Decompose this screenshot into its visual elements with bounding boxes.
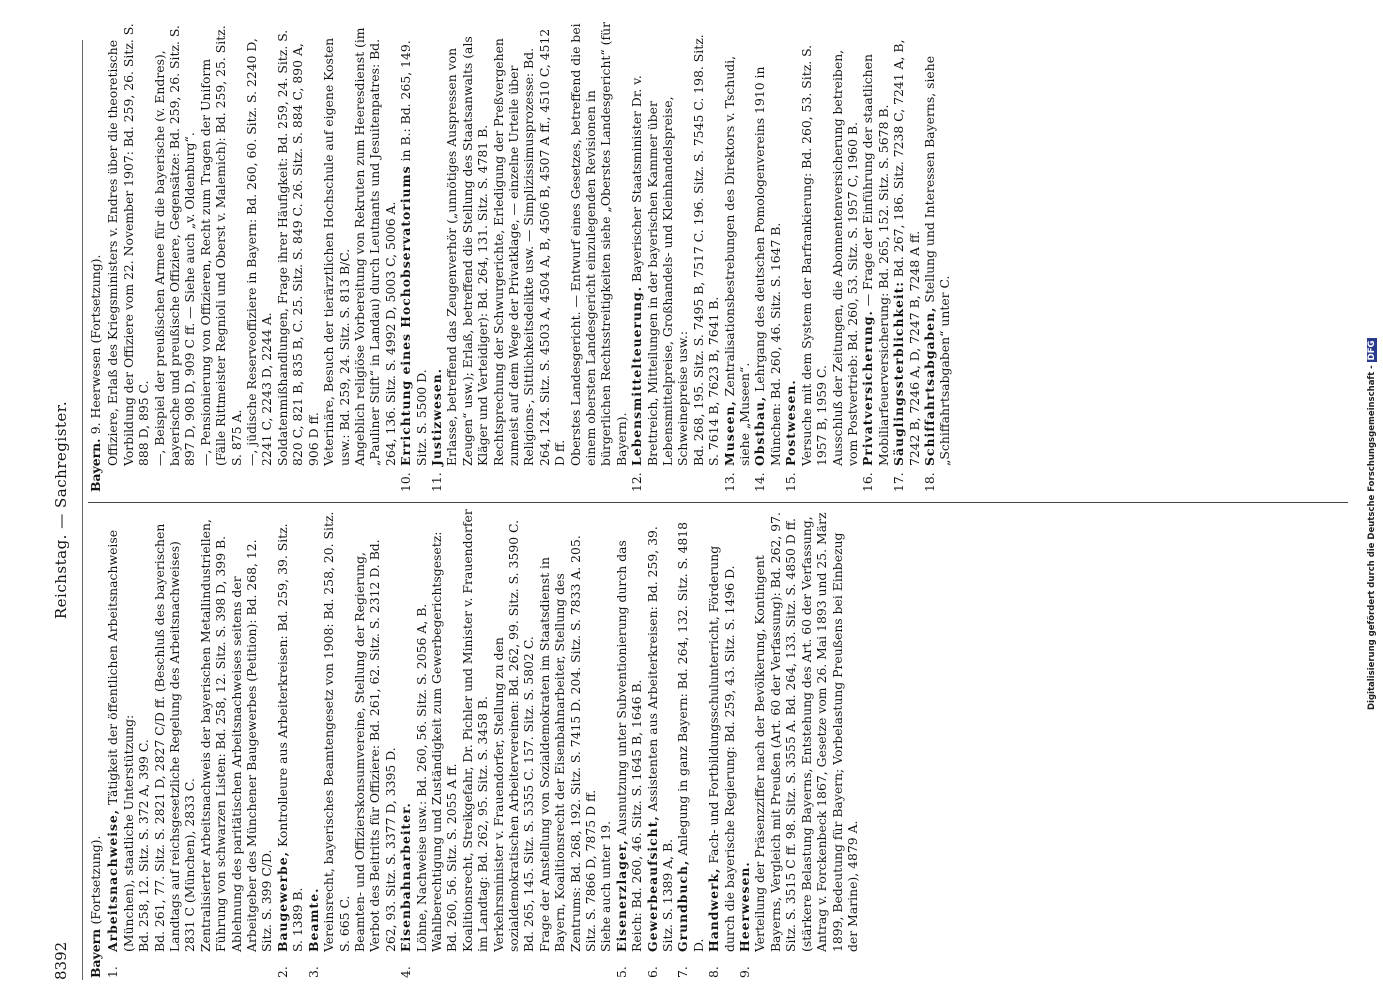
running-head <box>52 40 78 980</box>
entry-keyword: Schiffahrtsabgaben, <box>921 306 937 466</box>
entry-text: Stellung und Interessen Bayerns, siehe „Schiffahrtsabgaben“ unter C. <box>921 51 953 466</box>
left-entries <box>105 505 860 978</box>
entry-text: Ausnutzung unter Subventionierung durch das Reich: Bd. 260, 46. Sitz. S. 1645 B, 1646 B. <box>613 536 645 952</box>
index-entry <box>275 508 306 978</box>
digitization-credit <box>1367 10 1381 710</box>
entry-number: 7. <box>675 966 691 978</box>
entry-number: 4. <box>398 966 414 978</box>
credit-text: Digitalisierung gefördert durch die Deutsche Forschungsgemeinschaft - <box>1367 365 1377 710</box>
entry-reference: Koalitionsrecht, Streikgefahr, Dr. Pichler und Minister v. Frauendorfer im Landtag: Bd. 262, 95. Sitz. S. 3458 B. <box>459 505 491 952</box>
index-entry <box>783 22 798 492</box>
entry-reference: Offiziere, Erlaß des Kriegsministers v. Endres über die theoretische Vorbildung der Offiziere vom 22. November 1907: Bd. 259, 26. Sitz. S. 888 D, 895 C. <box>105 19 152 466</box>
entry-keyword: Justizwesen. <box>428 367 444 466</box>
entry-number: 15. <box>783 472 799 492</box>
entry-number: 9. <box>737 966 753 978</box>
index-entry <box>891 22 922 492</box>
right-intro <box>105 19 398 492</box>
entry-text: Assistenten aus Arbeiterkreisen: Bd. 259, 39. Sitz. S. 1389 A, B. <box>644 522 676 952</box>
entry-reference: Wahlberechtigung und Zuständigkeit zum Gewerbegerichtsgesetz: Bd. 260, 56. Sitz. S. 2055 A ff. <box>428 527 460 952</box>
left-section-heading <box>88 508 103 978</box>
entry-number: 2. <box>274 966 290 978</box>
entry-reference: —, Beispiel der preußischen Armee für die bayerische (v. Endres), bayerische und preußische Offiziere, Gegensätze: Bd. 259, 26. Sitz. S. 897 D, 908 D, 909 C ff. — Siehe auch „v. Oldenburg“. <box>151 21 198 466</box>
entry-number: 16. <box>860 472 876 492</box>
running-title: Reichstag. — Sachregister. <box>52 400 70 620</box>
entry-reference: Bd. 261, 77. Sitz. S. 2821 D, 2827 C/D ff. (Beschluß des bayerischen Landtags auf reichsgesetzliche Regelung des Arbeitsnachweises) 2831 C (München), 2833 C. <box>151 519 198 952</box>
index-entry <box>922 22 953 492</box>
entry-reference: Soldatenmißhandlungen, Frage ihrer Häufigkeit: Bd. 259, 24. Sitz. S. 820 C, 821 B, 835 B, C. 25. Sitz. S. 849 C. 26. Sitz. S. 884 C, 890 A, 906 D ff. <box>274 25 321 466</box>
entry-keyword: Baugewerbe, <box>274 851 290 952</box>
entry-keyword: Errichtung eines Hochobservatoriums <box>398 165 414 466</box>
entry-reference: Löhne, Nachweise usw.: Bd. 260, 56. Sitz. S. 2056 A, B. <box>413 603 429 952</box>
entry-number: 5. <box>613 966 629 978</box>
entry-keyword: Obstbau, <box>752 395 768 466</box>
entry-text: Bd. 267, 186. Sitz. 7238 C, 7241 A, B, 7242 B, 7246 A, D, 7247 B, 7248 A ff. <box>891 35 922 466</box>
index-entry <box>645 508 676 978</box>
entry-reference: Erlasse, betreffend das Zeugenverhör („unnötiges Auspressen von Zeugen“ usw.); Erlaß, betreffend die Stellung des Staatsanwalts (als Kläger und Verteidiger): Bd. 264, 131. Sitz. S. 4781 B. <box>444 32 491 466</box>
index-entry <box>614 508 645 978</box>
index-entry <box>398 22 429 492</box>
left-heading-note: (Fortsetzung). <box>88 835 103 925</box>
entry-reference: Ablehnung des paritätischen Arbeitsnachweises seitens der Arbeitgeber des Münchener Baugewerbes (Petition): Bd. 268, 12. Sitz. S. 399 C/D. <box>228 535 275 952</box>
entry-keyword: Museen, <box>721 400 737 466</box>
entry-keyword: Säuglingssterblichkeit: <box>891 281 907 466</box>
entry-keyword: Lebensmittelteuerung. <box>629 285 645 466</box>
entry-number: 8. <box>706 966 722 978</box>
entry-text: Kontrolleure aus Arbeiterkreisen: Bd. 259, 39. Sitz. S. 1389 B. <box>274 519 306 952</box>
index-entry <box>737 508 752 978</box>
entry-text: Tätigkeit der öffentlichen Arbeitsnachweise (München), staatliche Unterstützung: <box>105 525 136 952</box>
entry-keyword: Eisenbahnarbeiter. <box>398 802 414 952</box>
right-entries <box>398 18 953 492</box>
entry-text: Anlegung in ganz Bayern: Bd. 264, 132. Sitz. S. 4818 D. <box>675 518 706 952</box>
entry-reference: Frage der Anstellung von Sozialdemokraten im Staatsdienst in Bayern, Koalitionsrecht der Eisenbahnarbeiter, Stellung des Zentrums: Bd. 268, 192. Sitz. S. 7415 D. 204. Sitz. S. 7833 A. 205. Sitz. S. 7866 D, 7875 D ff. <box>536 531 598 952</box>
entry-number: 13. <box>721 472 737 492</box>
entry-text: Fach- und Fortbildungsschulunterricht, Förderung durch die bayerische Regierung: Bd. 259, 43. Sitz. S. 1496 D. <box>706 541 737 952</box>
right-heading: Bayern. <box>88 438 103 492</box>
dfg-logo: DFG <box>1367 340 1377 361</box>
entry-number: 17. <box>891 472 907 492</box>
right-section-heading <box>88 22 103 492</box>
entry-number: 10. <box>398 472 414 492</box>
index-entry <box>105 508 136 978</box>
entry-reference: Veterinäre, Besuch der tierärztlichen Hochschule auf eigene Kosten usw.: Bd. 259, 24. Sitz. S. 813 B/C. <box>321 33 352 466</box>
entry-reference: Verkehrsminister v. Frauendorfer, Stellung zu den sozialdemokratischen Arbeitervereinen: Bd. 262, 99. Sitz. S. 3590 C. Bd. 265, 145. Sitz. S. 5355 C. 157. Sitz. S. 5802 C. <box>490 516 537 952</box>
entry-reference: Beamten- und Offizierskonsumvereine, Stellung der Regierung, Verbot des Beitritts für Offiziere: Bd. 261, 62. Sitz. S. 2312 D. Bd. 262, 93. Sitz. S. 3377 D, 3395 D. <box>351 535 398 952</box>
entry-reference: Rechtsprechung der Schwurgerichte, Erledigung der Preßvergehen zumeist auf dem Wege der Privatklage, — einzelne Urteile über Religions-, Sittlichkeitsdelikte usw. — Simplizissimusprozesse: Bd. 264, 124. Sitz. S. 4503 A, 4504 A, B, 4506 B, 4507 A ff., 4510 C, 4512 D ff. <box>490 24 568 466</box>
page-number: 8392 <box>52 941 70 980</box>
entry-keyword: Arbeitsnachweise, <box>105 808 121 952</box>
index-entry <box>398 508 413 978</box>
entry-reference: Vereinsrecht, bayerisches Beamtengesetz von 1908: Bd. 258, 20. Sitz. S. 665 C. <box>321 507 352 952</box>
entry-text: in B.: Bd. 265, 149. Sitz. S. 5500 D. <box>398 36 429 466</box>
entry-text: Lehrgang des deutschen Pomologenvereins 1910 in München: Bd. 260, 46. Sitz. S. 1647 B. <box>752 62 783 466</box>
entry-number: 11. <box>428 472 444 492</box>
index-entry <box>306 508 321 978</box>
index-entry <box>860 22 891 492</box>
right-heading-note: 9. Heerwesen (Fortsetzung). <box>88 254 103 435</box>
entry-reference: Siehe auch unter 19. <box>598 820 614 952</box>
column-divider <box>88 502 1348 503</box>
entry-reference: Versuche mit dem System der Barfrankierung: Bd. 260, 53. Sitz. S. 1957 B, 1959 C. <box>798 40 830 466</box>
entry-number: 18. <box>921 472 937 492</box>
entry-text: Zentralisationsbestrebungen des Direktors v. Tschudi, siehe „Museen“. <box>721 51 753 466</box>
index-entry <box>722 22 753 492</box>
entry-keyword: Gewerbeaufsicht, <box>644 815 660 952</box>
entry-reference: Ausschluß der Zeitungen, die Abonnentenversicherung betreiben, vom Postvertrieb: Bd. 260, 53. Sitz. S. 1957 C, 1960 B. <box>829 45 860 466</box>
entry-number: 6. <box>644 966 660 978</box>
left-column <box>88 505 1358 978</box>
entry-keyword: Postwesen. <box>783 379 799 466</box>
entry-number: 12. <box>629 472 645 492</box>
index-entry <box>629 22 691 492</box>
entry-number: 3. <box>305 966 321 978</box>
entry-reference: Zentralisierter Arbeitsnachweis der bayerischen Metallindustriellen, Führung von schwarzen Listen: Bd. 258, 12. Sitz. S. 398 D, 399 B. <box>197 515 229 952</box>
header-rule <box>82 40 83 980</box>
entry-reference: Bd. 268, 195. Sitz. S. 7495 B, 7517 C. 196. Sitz. S. 7545 C. 198. Sitz. S. 7614 B, 7623 B, 7641 B. <box>690 30 722 466</box>
entry-reference: —, Pensionierung von Offizieren, Recht zum Tragen der Uniform (Fälle Rittmeister Regnioli und Oberst v. Malemich): Bd. 259, 25. Sitz. S. 875 A. <box>197 21 244 466</box>
index-entry <box>706 508 737 978</box>
index-entry <box>429 22 444 492</box>
entry-reference: Verteilung der Präsenzziffer nach der Bevölkerung, Kontingent Bayerns, Vergleich mit Preußen (Art. 60 der Verfassung): Bd. 262, 97. Sitz. S. 3515 C ff. 98. Sitz. S. 3555 A. Bd. 264, 133. Sitz. S. 4850 D ff. (stärkere Belastung Bayerns, Entstehung des Art. 60 der Verfassung, Antrag v. Forckenbeck 1867, Gesetze vom 26. Mai 1893 und 25. März 1899, Bedeutung für Bayern; Vorbelastung Preußens bei Einbezug der Marine), 4879 A. <box>752 508 860 952</box>
entry-number: 14. <box>752 472 768 492</box>
entry-reference: Angeblich religiöse Vorbereitung von Rekruten zum Heeresdienst (im „Pauliner Stift“ in Landau) durch Leutnants und Jesuitenpatres: Bd. 264, 136. Sitz. S. 4992 D, 5003 C, 5006 A. <box>351 23 398 466</box>
left-heading: Bayern <box>88 928 103 978</box>
entry-text: Bayerischer Staatsminister Dr. v. Brettreich, Mitteilungen in der bayerischen Kammer über Lebensmittelpreise, Großhandels- und Kleinhandelspreise, Schweinepreise usw.: <box>629 71 691 466</box>
entry-keyword: Beamte. <box>305 887 321 952</box>
entry-reference: —, jüdische Reserveoffiziere in Bayern: Bd. 260, 60. Sitz. S. 2240 D, 2241 C, 2243 D, 2244 A. <box>244 34 275 466</box>
entry-keyword: Grundbuch, <box>675 859 691 952</box>
entry-reference: Oberstes Landesgericht. — Entwurf eines Gesetzes, betreffend die bei einem obersten Landesgericht einzulegenden Revisionen in bürgerlichen Rechtsstreitigkeiten siehe „Oberstes Landesgericht“ (für Bayern). <box>567 18 629 466</box>
index-entry <box>675 508 706 978</box>
entry-keyword: Privatversicherung. <box>860 310 876 466</box>
entry-reference: Bd. 258, 12. Sitz. S. 372 A, 399 C. <box>136 739 152 952</box>
entry-number: 1. <box>105 966 121 978</box>
right-column <box>88 18 1358 492</box>
entry-text: — Frage der Einführung der staatlichen Mobiliarfeuerversicherung: Bd. 265, 152. Sitz. S. 5678 B. <box>860 50 891 466</box>
entry-keyword: Heerwesen. <box>737 861 753 952</box>
index-entry <box>752 22 783 492</box>
entry-keyword: Handwerk, <box>706 867 722 952</box>
entry-keyword: Eisenerzlager, <box>613 839 629 952</box>
